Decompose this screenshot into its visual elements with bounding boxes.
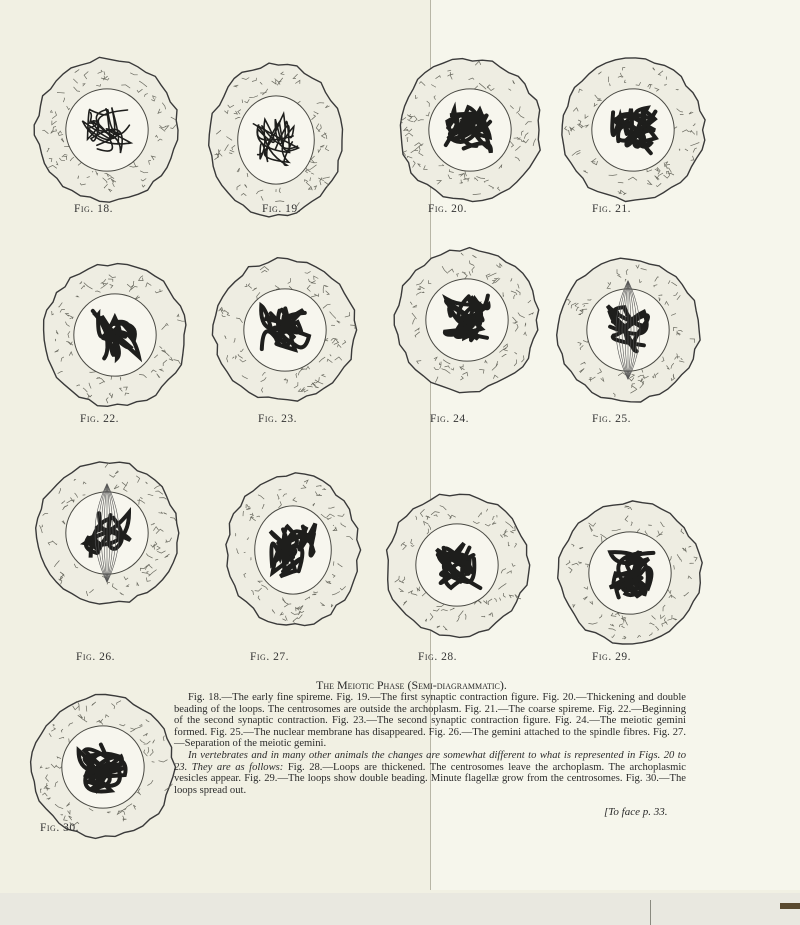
cytoplasm-strand <box>46 788 49 789</box>
caption-fig-23: Fig. 23. <box>258 413 297 425</box>
caption-fig-18: Fig. 18. <box>74 203 113 215</box>
figure-27-drawing <box>213 460 373 640</box>
figure-18-drawing <box>22 45 192 215</box>
cell-illustration <box>382 235 552 405</box>
cell-illustration <box>385 45 555 215</box>
cell-illustration <box>548 45 718 215</box>
legend-italic-note: In vertebrates and in many other animals the changes are somewhat different to what is represented in Figs. 20 to 23. They are as follows: <box>174 749 686 773</box>
legend-paragraph-1: Fig. 18.—The early fine spireme. Fig. 19.—The first synaptic contraction figure. Fig. 20.—Thickening and double beading of the loops. The centrosomes are outside the archoplasm. Fig. 21.—The coarse spireme. Fig. 22.—Beginning of the second synaptic contraction. Fig. 23.—The second synaptic contraction figure. Fig. 24.—The meiotic gemini formed. Fig. 25.—The nuclear membrane has disappeared. Fig. 26.—The gemini attached to the spindle fibres. Fig. 27.—Separation of the meiotic gemini. <box>174 692 686 750</box>
plate-title: The Meiotic Phase (Semi-diagrammatic). <box>316 678 507 692</box>
figure-24-drawing <box>382 235 552 405</box>
caption-fig-21: Fig. 21. <box>592 203 631 215</box>
figure-26-drawing <box>22 448 192 618</box>
cytoplasm-strand <box>279 490 282 491</box>
cell-illustration <box>545 488 715 658</box>
figure-20-drawing <box>385 45 555 215</box>
legend-paragraph-2 <box>174 750 686 796</box>
facing-page-note: [To face p. 33. <box>604 806 668 818</box>
scan-bottom-strip <box>0 893 800 925</box>
cell-illustration <box>372 480 542 650</box>
figure-21-drawing <box>548 45 718 215</box>
caption-fig-20: Fig. 20. <box>428 203 467 215</box>
scan-edge-mark <box>780 903 800 909</box>
figure-28-drawing <box>372 480 542 650</box>
cell-illustration <box>543 245 713 415</box>
cytoplasm-strand <box>244 552 246 553</box>
figure-23-drawing <box>200 245 370 415</box>
figure-22-drawing <box>30 250 200 420</box>
caption-fig-30: Fig. 30. <box>40 822 79 834</box>
caption-fig-29: Fig. 29. <box>592 651 631 663</box>
caption-fig-25: Fig. 25. <box>592 413 631 425</box>
cell-illustration <box>200 245 370 415</box>
caption-fig-19: Fig. 19. <box>262 203 301 215</box>
cell-illustration <box>22 448 192 618</box>
plate-legend <box>174 692 686 796</box>
figure-29-drawing <box>545 488 715 658</box>
scan-edge-line <box>650 900 651 925</box>
cell-illustration <box>213 460 373 640</box>
legend-continuation: Fig. 28.—Loops are thickened. The centrosomes leave the archoplasm. The archoplasmic vesicles appear. Fig. 29.—The loops show double beading. Minute flagellæ grow from the centrosomes. Fig. 30.—The loops spread out. <box>174 761 686 796</box>
caption-fig-26: Fig. 26. <box>76 651 115 663</box>
figure-25-drawing <box>543 245 713 415</box>
caption-fig-28: Fig. 28. <box>418 651 457 663</box>
cell-illustration <box>30 250 200 420</box>
cytoplasm-strand <box>92 172 93 173</box>
caption-fig-24: Fig. 24. <box>430 413 469 425</box>
caption-fig-22: Fig. 22. <box>80 413 119 425</box>
caption-fig-27: Fig. 27. <box>250 651 289 663</box>
cell-illustration <box>22 45 192 215</box>
